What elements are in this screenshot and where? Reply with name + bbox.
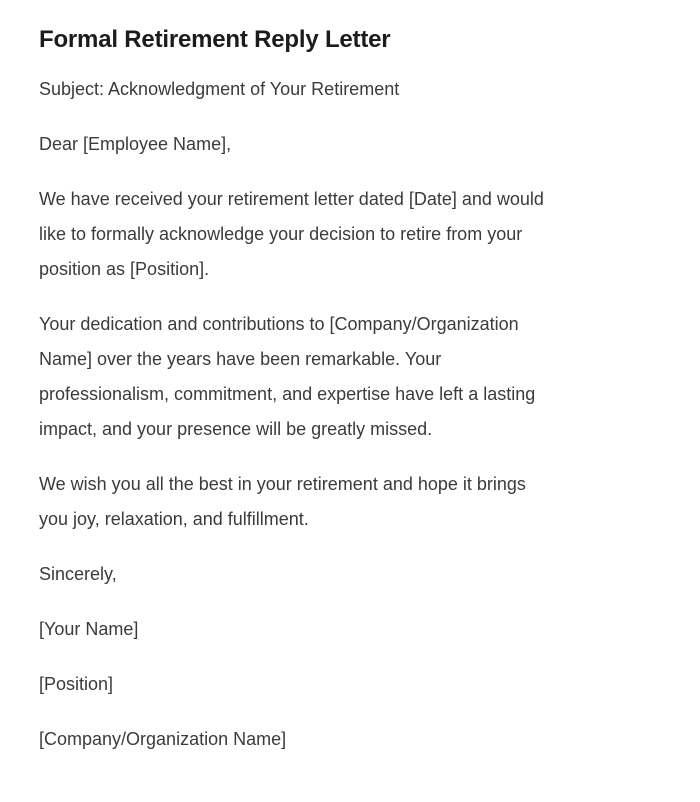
paragraph-subject <box>39 72 660 107</box>
page-title: Formal Retirement Reply Letter <box>39 26 391 53</box>
text-line: you joy, relaxation, and fulfillment. <box>39 509 309 529</box>
text-line: like to formally acknowledge your decision to retire from your <box>39 224 523 244</box>
text-line: Subject: Acknowledgment of Your Retirement <box>39 79 400 99</box>
paragraph-salutation <box>39 127 660 162</box>
paragraph-signature-company <box>39 722 660 757</box>
paragraph-closing <box>39 557 660 592</box>
text-line: [Your Name] <box>39 619 139 639</box>
paragraph-appreciation <box>39 307 660 447</box>
text-line: We wish you all the best in your retirement and hope it brings <box>39 474 526 494</box>
text-line: [Position] <box>39 674 114 694</box>
text-line: professionalism, commitment, and expertise have left a lasting <box>39 384 536 404</box>
text-line: Dear [Employee Name], <box>39 134 232 154</box>
paragraph-signature-position <box>39 667 660 702</box>
text-line: position as [Position]. <box>39 259 210 279</box>
text-line: Sincerely, <box>39 564 117 584</box>
text-line: Name] over the years have been remarkable. Your <box>39 349 442 369</box>
paragraph-well-wishes <box>39 467 660 537</box>
paragraph-acknowledgment <box>39 182 660 287</box>
text-line: [Company/Organization Name] <box>39 729 287 749</box>
text-line: impact, and your presence will be greatly missed. <box>39 419 433 439</box>
text-line: We have received your retirement letter dated [Date] and would <box>39 189 544 209</box>
text-line: Your dedication and contributions to [Company/Organization <box>39 314 519 334</box>
paragraph-signature-name <box>39 612 660 647</box>
